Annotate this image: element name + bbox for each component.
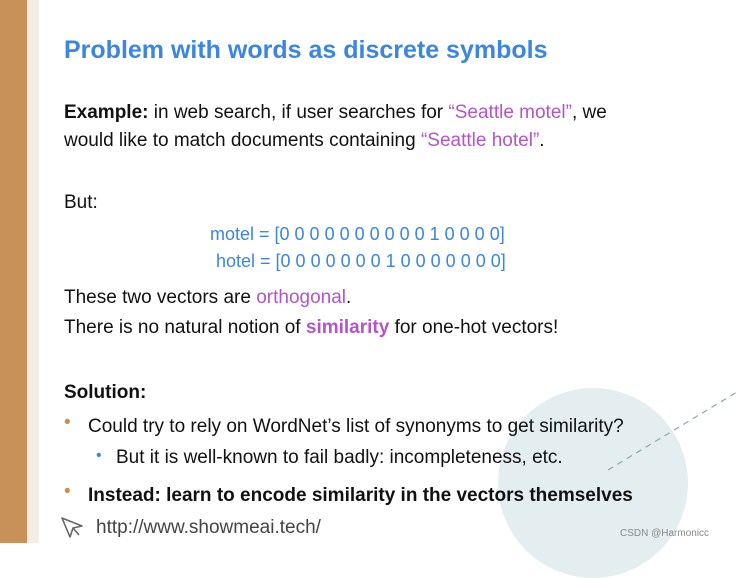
example-label: Example: <box>64 102 149 123</box>
similarity-line <box>64 313 558 343</box>
similarity-text: There is no natural notion of <box>64 317 306 338</box>
bullet-dot-icon: • <box>64 481 71 502</box>
orthogonal-text: These two vectors are <box>64 287 257 308</box>
hotel-vector: hotel = [0 0 0 0 0 0 0 1 0 0 0 0 0 0 0] <box>216 251 506 271</box>
similarity-end: for one-hot vectors! <box>389 317 559 338</box>
example-text-4: . <box>539 130 545 151</box>
orthogonal-line <box>64 283 351 313</box>
orthogonal-end: . <box>346 287 352 308</box>
orthogonal-highlight: orthogonal <box>256 287 346 308</box>
cursor-pointer-icon <box>60 516 86 540</box>
motel-vector: motel = [0 0 0 0 0 0 0 0 0 0 1 0 0 0 0] <box>210 224 505 244</box>
sub-bullet-dot-icon: • <box>96 447 102 464</box>
solution-bullet-1: Could try to rely on WordNet’s list of synonyms to get similarity? <box>88 416 624 437</box>
example-line-2 <box>64 126 545 156</box>
similarity-highlight: similarity <box>305 317 390 338</box>
bullet-dot-icon: • <box>64 412 71 433</box>
slide-title: Problem with words as discrete symbols <box>64 36 548 64</box>
solution-sub-bullet: But it is well-known to fail badly: incompleteness, etc. <box>116 447 563 468</box>
watermark-text: CSDN @Harmonicc <box>620 528 710 539</box>
example-quote-hotel: “Seattle hotel” <box>420 130 540 151</box>
example-line-1 <box>64 98 607 128</box>
example-text-3: would like to match documents containing <box>64 130 421 151</box>
footer-url-link[interactable]: http://www.showmeai.tech/ <box>96 517 321 538</box>
example-quote-motel: “Seattle motel” <box>448 102 572 123</box>
solution-bullet-2: Instead: learn to encode similarity in the vectors themselves <box>88 485 633 506</box>
but-label: But: <box>64 192 98 213</box>
solution-label: Solution: <box>64 382 147 403</box>
example-text-2: , we <box>571 102 607 123</box>
example-text-1: in web search, if user searches for <box>148 102 449 123</box>
